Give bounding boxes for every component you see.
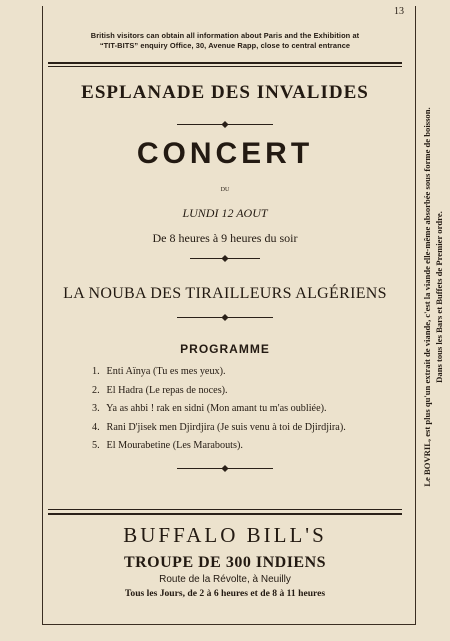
ornament-divider <box>177 468 273 469</box>
page-number: 13 <box>394 6 404 17</box>
bovril-line-1: Le BOVRIL, est plus qu'un extrait de viande, c'est la viande elle-même absorbée sous forme de boisson. <box>422 107 432 487</box>
notice-line-1: British visitors can obtain all information about Paris and the Exhibition at <box>90 31 360 40</box>
buffalo-bill-title: BUFFALO BILL'S <box>123 523 327 547</box>
programme-item <box>92 403 346 422</box>
programme-item <box>92 422 346 441</box>
programme-item-text: El Mourabetine (Les Marabouts). <box>106 440 243 451</box>
programme-item <box>92 440 346 459</box>
programme-item-text: El Hadra (Le repas de noces). <box>106 384 228 396</box>
concert-date: LUNDI 12 AOUT <box>182 206 268 220</box>
buffalo-bill-hours: Tous les Jours, de 2 à 6 heures et de 8 à 11 heures <box>124 588 326 599</box>
programme-item-text: Ya as ahbi ! rak en sidni (Mon amant tu m'as oubliée). <box>106 403 327 414</box>
bottom-divider-thin <box>48 509 402 510</box>
programme-item-text: Rani D'jisek men Djirdjira (Je suis venu à toi de Djirdjira). <box>106 421 346 433</box>
venue-title: ESPLANADE DES INVALIDES <box>81 82 369 103</box>
ornament-divider <box>177 124 273 125</box>
bottom-divider-thick <box>48 513 402 515</box>
programme-item-number: 4. <box>92 421 100 433</box>
buffalo-bill-location: Route de la Révolte, à Neuilly <box>159 574 291 585</box>
ornament-divider <box>190 258 260 259</box>
programme-item-number: 5. <box>92 440 100 451</box>
programme-item <box>92 366 346 385</box>
programme-item-number: 1. <box>92 366 100 377</box>
programme-item-text: Enti Aïnya (Tu es mes yeux). <box>106 366 226 377</box>
programme-list <box>92 366 346 459</box>
ornament-divider <box>177 317 273 318</box>
top-divider-thick <box>48 62 402 64</box>
top-divider-thin <box>48 66 402 67</box>
programme-item <box>92 385 346 404</box>
performers-title: LA NOUBA DES TIRAILLEURS ALGÉRIENS <box>63 285 387 302</box>
bovril-line-2: Dans tous les Bars et Buffets de Premier ordre. <box>434 211 444 383</box>
visitor-notice <box>0 31 450 51</box>
bovril-side-advert <box>421 42 445 552</box>
programme-heading: PROGRAMME <box>180 342 270 356</box>
notice-line-2: “TIT-BITS” enquiry Office, 30, Avenue Rapp, close to central entrance <box>99 41 351 50</box>
concert-du: DU <box>220 187 230 193</box>
programme-item-number: 3. <box>92 403 100 414</box>
concert-title: CONCERT <box>136 137 314 170</box>
buffalo-bill-troupe: TROUPE DE 300 INDIENS <box>123 554 327 571</box>
programme-item-number: 2. <box>92 384 100 396</box>
concert-hours: De 8 heures à 9 heures du soir <box>152 231 298 245</box>
